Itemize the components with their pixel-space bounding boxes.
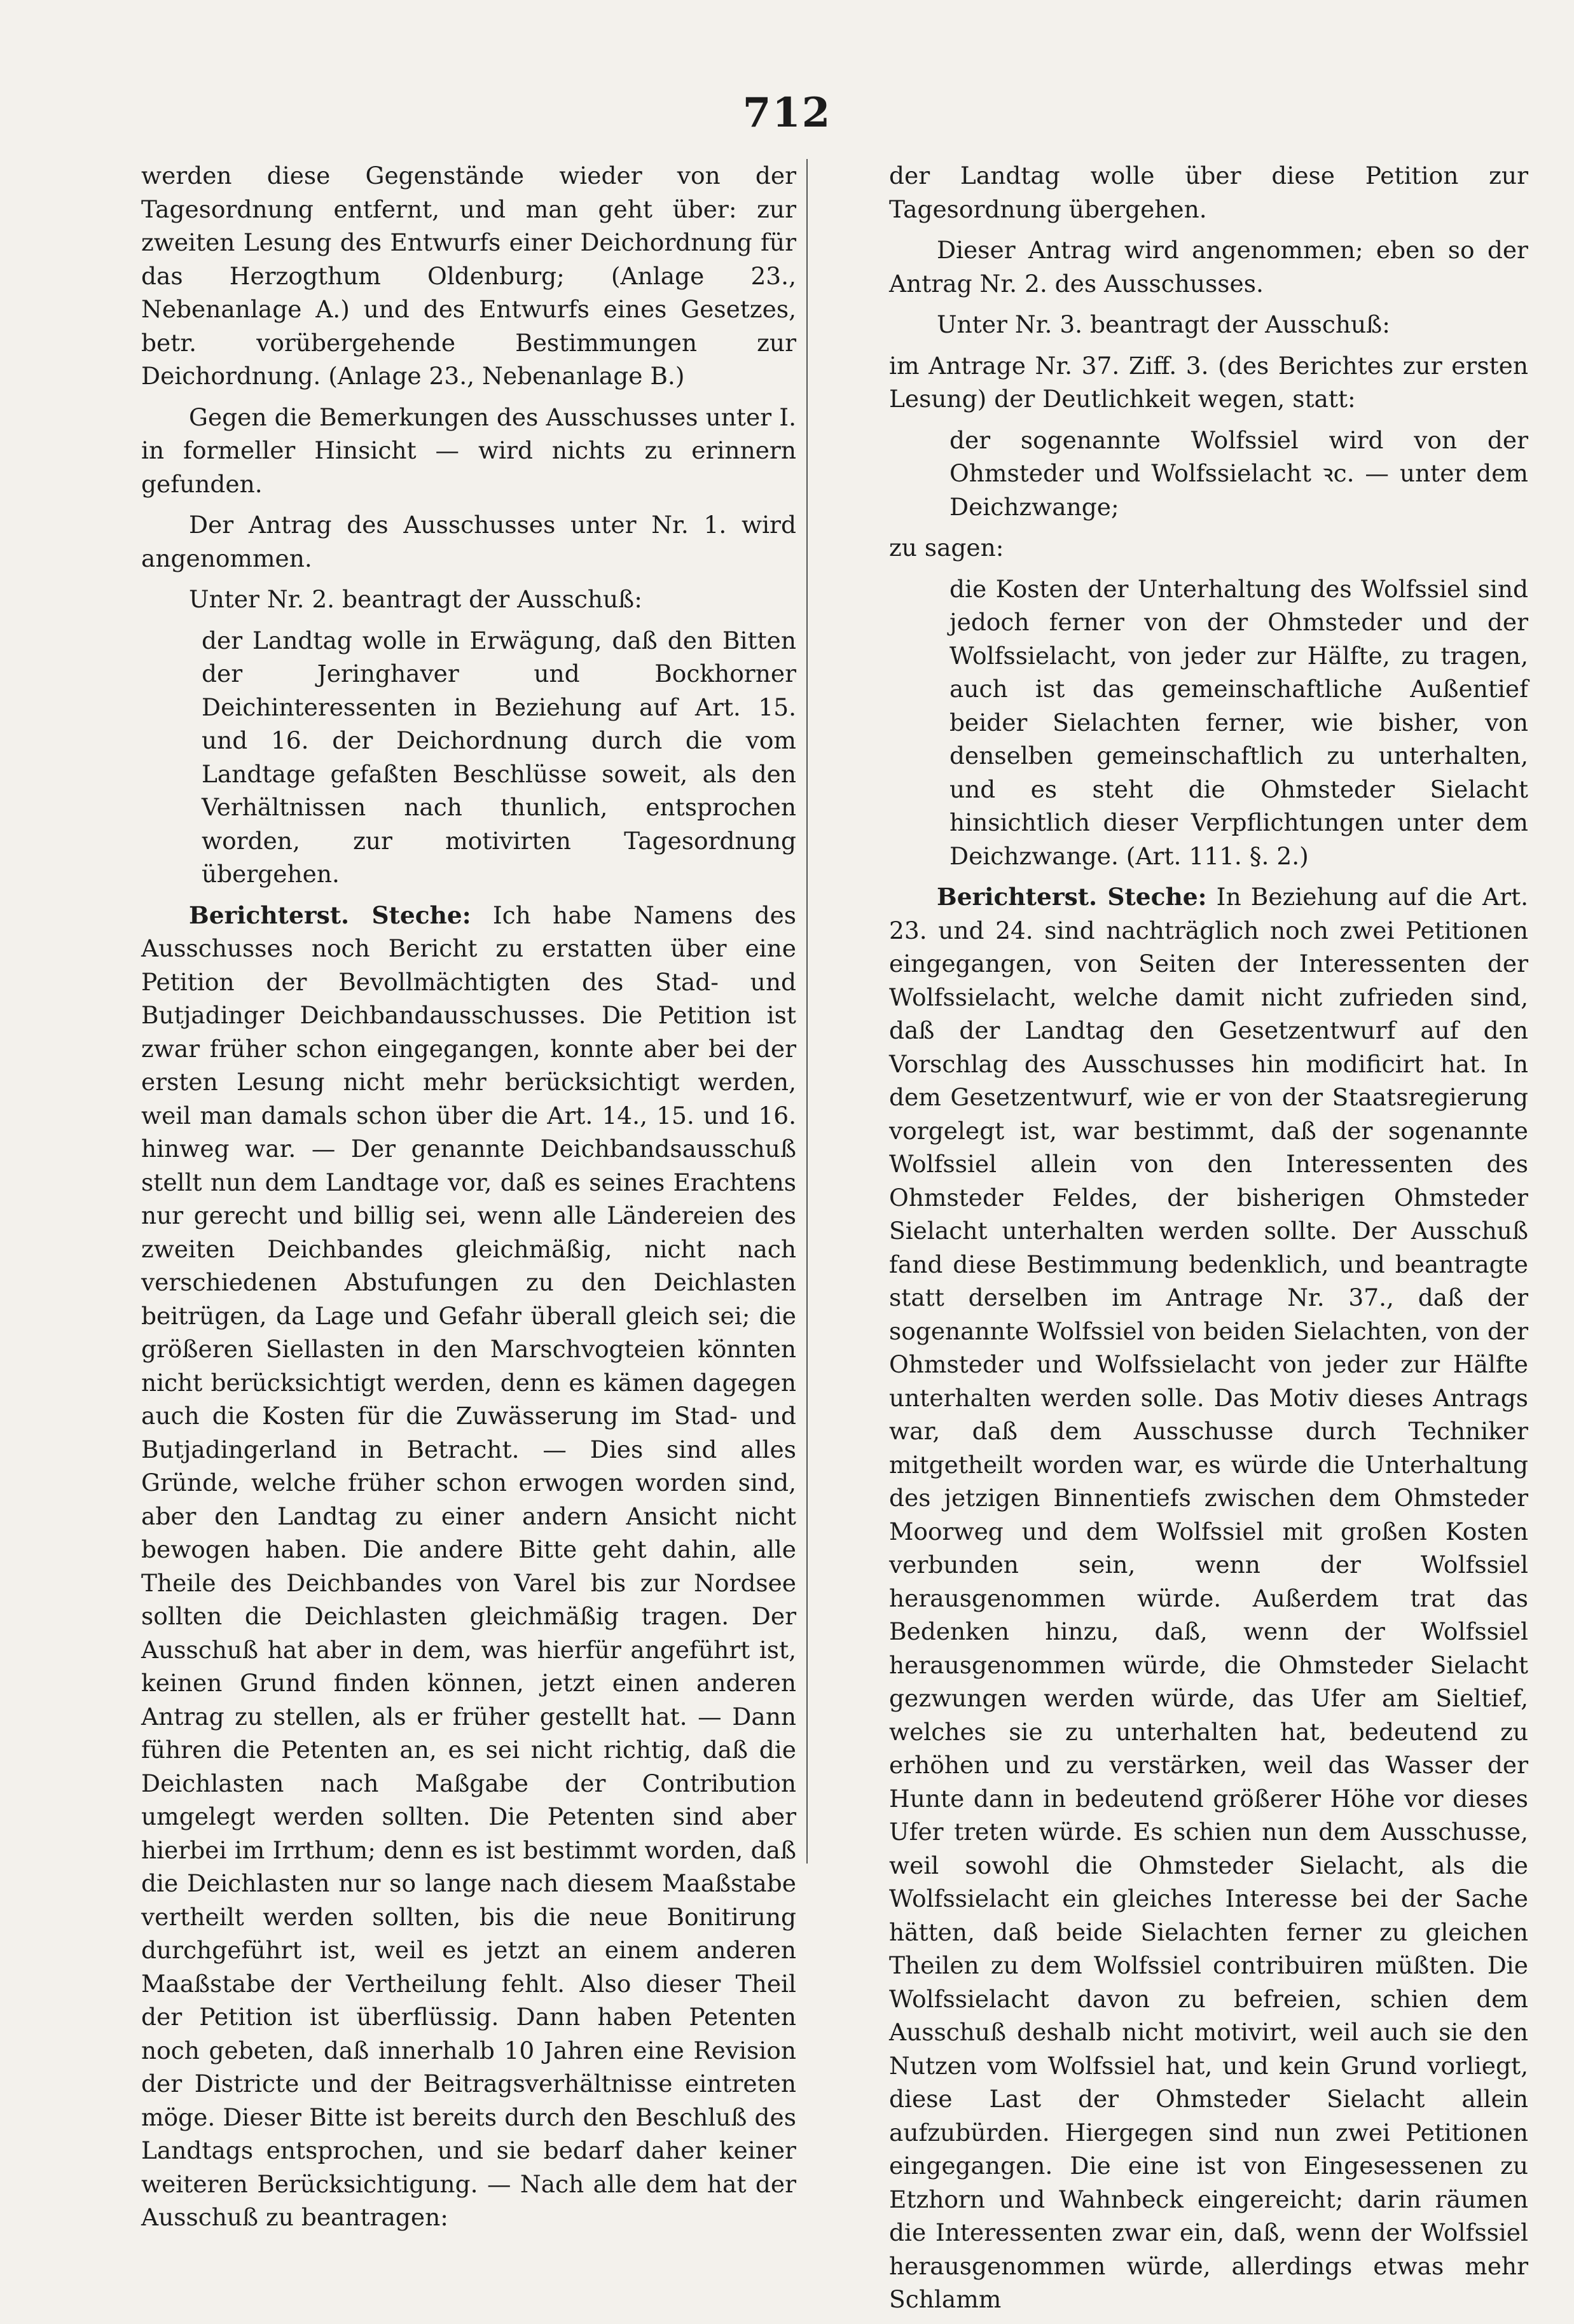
- column-divider: [806, 159, 808, 1864]
- speech-text: Ich habe Namens des Ausschusses noch Bericht zu erstatten über eine Petition der Bevollmächtigten des Stad- und Butjadinger Deichbandausschusses. Die Petition ist zwar früher schon eingegangen, konnte aber bei der ersten Lesung nicht mehr berücksichtigt werden, weil man damals schon über die Art. 14., 15. und 16. hinweg war. — Der genannte Deichbandsausschuß stellt nun dem Landtage vor, daß es seines Erachtens nur gerecht und billig sei, wenn alle Ländereien des zweiten Deichbandes gleichmäßig, nicht nach verschiedenen Abstufungen zu den Deichlasten beitrügen, da Lage und Gefahr überall gleich sei; die größeren Siellasten in den Marschvogteien könnten nicht berücksichtigt werden, denn es kämen dagegen auch die Kosten für die Zuwässerung im Stad- und Butjadingerland in Betracht. — Dies sind alles Gründe, welche früher schon erwogen worden sind, aber den Landtag zu einer andern Ansicht nicht bewogen haben. Die andere Bitte geht dahin, alle Theile des Deichbandes von Varel bis zur Nordsee sollten die Deichlasten gleichmäßig tragen. Der Ausschuß hat aber in dem, was hierfür angeführt ist, keinen Grund finden können, jetzt einen anderen Antrag zu stellen, als er früher gestellt hat. — Dann führen die Petenten an, es sei nicht richtig, daß die Deichlasten nach Maßgabe der Contribution umgelegt werden sollten. Die Petenten sind aber hierbei im Irrthum; denn es ist bestimmt worden, daß die Deichlasten nur so lange nach diesem Maaßstabe vertheilt werden sollten, bis die neue Bonitirung durchgeführt ist, weil es jetzt an einem anderen Maaßstabe der Vertheilung fehlt. Also dieser Theil der Petition ist überflüssig. Dann haben Petenten noch gebeten, daß innerhalb 10 Jahren eine Revision der Districte und der Beitragsverhältnisse eintreten möge. Dieser Bitte ist bereits durch den Beschluß des Landtags entsprochen, und sie bedarf daher keiner weiteren Berücksichtigung. — Nach alle dem hat der Ausschuß zu beantragen:: [141, 901, 797, 2231]
- paragraph: Dieser Antrag wird angenommen; eben so der Antrag Nr. 2. des Ausschusses.: [889, 236, 1528, 298]
- paragraph: zu sagen:: [889, 534, 1004, 562]
- left-column: [141, 159, 796, 2242]
- paragraph: Gegen die Bemerkungen des Ausschusses unter I. in formeller Hinsicht — wird nichts zu erinnern gefunden.: [141, 403, 796, 498]
- quoted-text: der sogenannte Wolfssiel wird von der Ohmsteder und Wolfssielacht ꝛc. — unter dem Deichzwange;: [949, 425, 1528, 521]
- quoted-text: die Kosten der Unterhaltung des Wolfssiel sind jedoch ferner von der Ohmsteder und der Wolfssielacht, von jeder zur Hälfte, zu tragen, auch ist das gemeinschaftliche Außentief beider Sielachten ferner, wie bisher, von denselben gemeinschaftlich zu unterhalten, und es steht die Ohmsteder Sielacht hinsichtlich dieser Verpflichtungen unter dem Deichzwange. (Art. 111. §. 2.): [949, 574, 1528, 870]
- speech-text: In Beziehung auf die Art. 23. und 24. sind nachträglich noch zwei Petitionen eingegangen, von Seiten der Interessenten der Wolfssielacht, welche damit nicht zufrieden sind, daß der Landtag den Gesetzentwurf auf den Vorschlag des Ausschusses hin modificirt hat. In dem Gesetzentwurf, wie er von der Staatsregierung vorgelegt ist, war bestimmt, daß der sogenannte Wolfssiel allein von den Interessenten des Ohmsteder Feldes, der bisherigen Ohmsteder Sielacht unterhalten werden sollte. Der Ausschuß fand diese Bestimmung bedenklich, und beantragte statt derselben im Antrage Nr. 37., daß der sogenannte Wolfssiel von beiden Sielachten, von der Ohmsteder und Wolfssielacht von jeder zur Hälfte unterhalten werden solle. Das Motiv dieses Antrags war, daß dem Ausschusse durch Techniker mitgetheilt worden war, es würde die Unterhaltung des jetzigen Binnentiefs zwischen dem Ohmsteder Moorweg und dem Wolfssiel mit großen Kosten verbunden sein, wenn der Wolfssiel herausgenommen würde. Außerdem trat das Bedenken hinzu, daß, wenn der Wolfssiel herausgenommen würde, die Ohmsteder Sielacht gezwungen werden würde, das Ufer am Sieltief, welches sie zu unterhalten hat, bedeutend zu erhöhen und zu verstärken, weil das Wasser der Hunte dann in bedeutend größerer Höhe vor dieses Ufer treten würde. Es schien nun dem Ausschusse, weil sowohl die Ohmsteder Sielacht, als die Wolfssielacht ein gleiches Interesse bei der Sache hätten, daß beide Sielachten ferner zu gleichen Theilen zu dem Wolfssiel contribuiren müßten. Die Wolfssielacht davon zu befreien, schien dem Ausschuß deshalb nicht motivirt, weil auch sie den Nutzen vom Wolfssiel hat, und kein Grund vorliegt, diese Last der Ohmsteder Sielacht allein aufzubürden. Hiergegen sind nun zwei Petitionen eingegangen. Die eine ist von Eingesessenen zu Etzhorn und Wahnbeck eingereicht; darin räumen die Interessenten zwar ein, daß, wenn der Wolfssiel herausgenommen würde, allerdings etwas mehr Schlamm: [889, 883, 1528, 2313]
- page-number: 712: [742, 89, 832, 137]
- motion-text: der Landtag wolle in Erwägung, daß den Bitten der Jeringhaver und Bockhorner Deichinteressenten in Beziehung auf Art. 15. und 16. der Deichordnung durch die vom Landtage gefaßten Beschlüsse soweit, als den Verhältnissen nach thunlich, entsprochen worden, zur motivirten Tagesordnung übergehen.: [202, 626, 796, 888]
- motion-text: der Landtag wolle über diese Petition zur Tagesordnung übergehen.: [889, 162, 1528, 223]
- paragraph: Unter Nr. 2. beantragt der Ausschuß:: [189, 585, 642, 613]
- paragraph: werden diese Gegenstände wieder von der Tagesordnung entfernt, und man geht über: zur zweiten Lesung des Entwurfs einer Deichordnung für das Herzogthum Oldenburg; (Anlage 23., Nebenanlage A.) und des Entwurfs eines Gesetzes, betr. vorübergehende Bestimmungen zur Deichordnung. (Anlage 23., Nebenanlage B.): [141, 162, 796, 390]
- speaker-label: Berichterst. Steche:: [937, 883, 1207, 911]
- speech-paragraph: [141, 899, 796, 2234]
- speaker-label: Berichterst. Steche:: [189, 901, 471, 929]
- speech-paragraph: [889, 880, 1528, 2316]
- right-column: [889, 159, 1528, 2324]
- paragraph: Der Antrag des Ausschusses unter Nr. 1. wird angenommen.: [141, 511, 796, 572]
- paragraph: im Antrage Nr. 37. Ziff. 3. (des Berichtes zur ersten Lesung) der Deutlichkeit wegen, statt:: [889, 351, 1528, 413]
- paragraph: Unter Nr. 3. beantragt der Ausschuß:: [937, 310, 1390, 338]
